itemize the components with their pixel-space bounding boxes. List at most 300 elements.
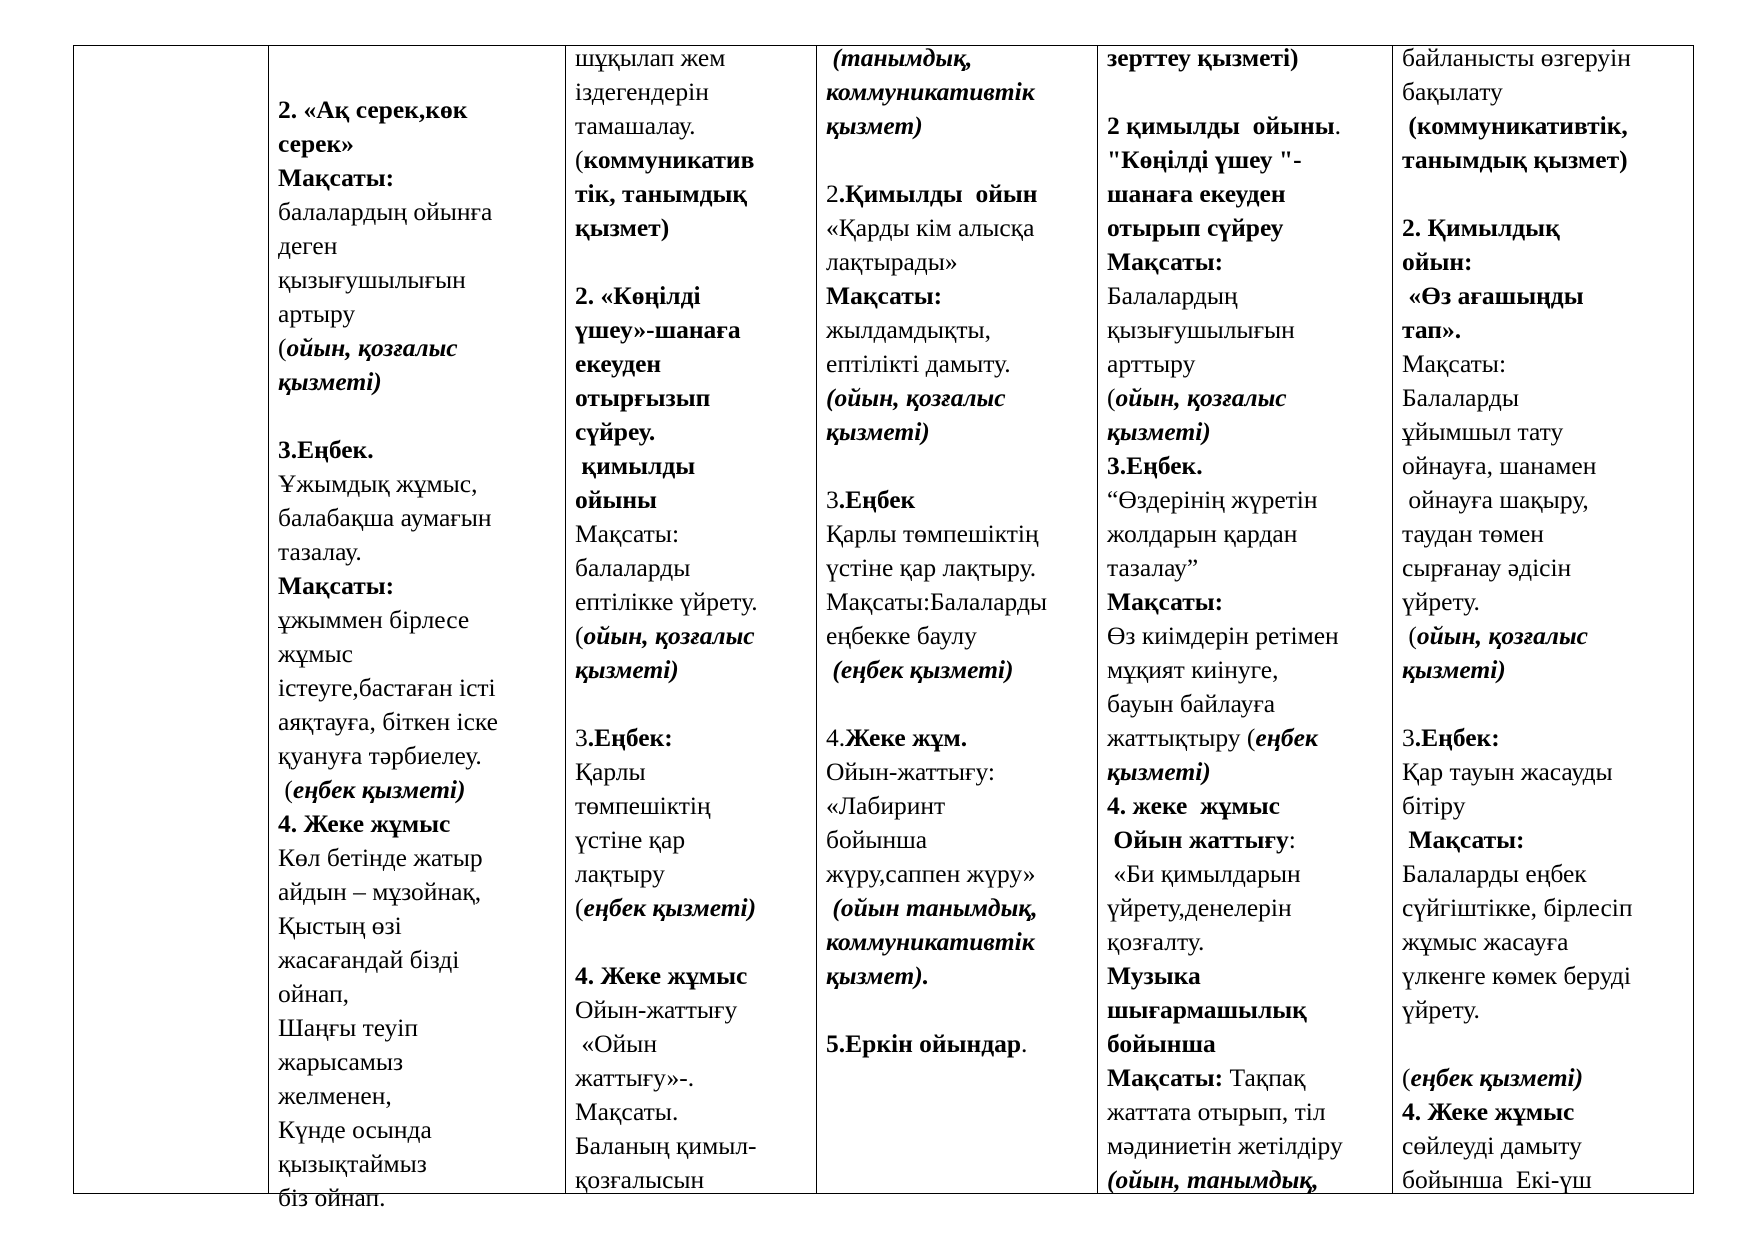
text-segment: тазалау. bbox=[278, 537, 362, 566]
text-segment: қимылды bbox=[575, 451, 696, 480]
text-line bbox=[1402, 75, 1689, 109]
text-line bbox=[575, 1163, 812, 1197]
text-segment: Ойын-жаттығу bbox=[575, 995, 738, 1024]
text-line bbox=[1107, 1163, 1388, 1197]
text-segment: шұқылап жем bbox=[575, 43, 726, 72]
text-segment: жылдамдықты, bbox=[826, 315, 992, 344]
text-line bbox=[1107, 925, 1388, 959]
text-segment: мәдиниетін жетілдіру bbox=[1107, 1131, 1343, 1160]
text-segment: . bbox=[1021, 1029, 1028, 1058]
text-segment: қызметі) bbox=[575, 655, 679, 684]
text-line bbox=[278, 1181, 561, 1215]
text-segment: ( bbox=[1402, 621, 1417, 650]
text-line bbox=[1107, 483, 1388, 517]
text-line bbox=[278, 1079, 561, 1113]
text-line bbox=[575, 925, 812, 959]
text-segment: : bbox=[1288, 825, 1296, 854]
text-segment: қызмет). bbox=[826, 961, 930, 990]
text-segment: ойын, қозғалыс bbox=[286, 333, 458, 362]
text-segment: таудан төмен bbox=[1402, 519, 1544, 548]
text-segment: 2 қимылды ойыны bbox=[1107, 111, 1335, 140]
text-segment: бойынша bbox=[826, 825, 928, 854]
text-line bbox=[575, 517, 812, 551]
text-segment: үстіне қар bbox=[575, 825, 686, 854]
text-line bbox=[826, 823, 1093, 857]
text-line bbox=[1107, 313, 1388, 347]
text-line bbox=[1107, 891, 1388, 925]
text-segment: Тақпақ bbox=[1223, 1063, 1306, 1092]
text-line bbox=[1107, 279, 1388, 313]
text-segment: лақтырады» bbox=[826, 247, 958, 276]
text-segment: .Еңбек: bbox=[1414, 723, 1500, 752]
text-segment: Ойын жаттығу bbox=[1107, 825, 1289, 854]
text-segment: ептілікке үйрету. bbox=[575, 587, 758, 616]
text-segment: Балаларды еңбек bbox=[1402, 859, 1587, 888]
text-segment: балаларды bbox=[575, 553, 691, 582]
text-line bbox=[1402, 381, 1689, 415]
text-segment: (ойын танымдық, bbox=[826, 893, 1038, 922]
text-line bbox=[278, 773, 561, 807]
column-text bbox=[1107, 41, 1388, 1197]
text-line bbox=[1107, 109, 1388, 143]
text-segment: 3.Еңбек. bbox=[278, 435, 374, 464]
text-line bbox=[826, 313, 1093, 347]
text-line bbox=[826, 143, 1093, 177]
text-segment: коммуникатив bbox=[583, 145, 755, 174]
text-line bbox=[575, 449, 812, 483]
text-line bbox=[1402, 279, 1689, 313]
text-segment: қызмет) bbox=[575, 213, 670, 242]
text-segment: бітіру bbox=[1402, 791, 1466, 820]
text-segment: үшеу»-шанаға bbox=[575, 315, 741, 344]
text-line bbox=[575, 891, 812, 925]
text-segment: еңбек қызметі) bbox=[583, 893, 757, 922]
text-segment: серек» bbox=[278, 129, 354, 158]
text-segment: Мақсаты: bbox=[826, 281, 943, 310]
text-line bbox=[1402, 721, 1689, 755]
text-line bbox=[575, 483, 812, 517]
text-line bbox=[1107, 1061, 1388, 1095]
plan-table bbox=[73, 43, 1694, 1212]
text-segment: шанаға екеуден bbox=[1107, 179, 1286, 208]
text-line bbox=[575, 823, 812, 857]
text-line bbox=[278, 1011, 561, 1045]
text-line bbox=[575, 347, 812, 381]
text-line bbox=[826, 449, 1093, 483]
text-line bbox=[1402, 789, 1689, 823]
text-segment: қызметі) bbox=[1402, 655, 1506, 684]
text-line bbox=[826, 381, 1093, 415]
text-line bbox=[1107, 347, 1388, 381]
text-segment: қызметі) bbox=[1107, 417, 1211, 446]
text-line bbox=[826, 585, 1093, 619]
text-line bbox=[278, 671, 561, 705]
text-line bbox=[278, 59, 561, 93]
text-line bbox=[826, 279, 1093, 313]
text-segment: ( bbox=[1107, 383, 1116, 412]
text-line bbox=[1402, 1027, 1689, 1061]
text-line bbox=[278, 977, 561, 1011]
text-line bbox=[826, 789, 1093, 823]
text-line bbox=[826, 721, 1093, 755]
text-segment: «Қарды кім алысқа bbox=[826, 213, 1035, 242]
text-line bbox=[278, 229, 561, 263]
text-segment: ( bbox=[575, 145, 584, 174]
text-segment: «Өз ағашыңды bbox=[1402, 281, 1584, 310]
text-line bbox=[1402, 857, 1689, 891]
text-segment: Өз киімдерін ретімен bbox=[1107, 621, 1339, 650]
text-segment: “Өздерінің жүретін bbox=[1107, 485, 1318, 514]
text-line bbox=[1107, 41, 1388, 75]
text-line bbox=[1107, 857, 1388, 891]
text-segment: қуануға тәрбиелеу. bbox=[278, 741, 482, 770]
text-segment: отырғызып bbox=[575, 383, 711, 412]
text-line bbox=[826, 483, 1093, 517]
text-segment: жарысамыз bbox=[278, 1047, 404, 1076]
text-segment: үйрету. bbox=[1402, 995, 1480, 1024]
text-segment: Жеке жұм. bbox=[845, 723, 968, 752]
text-segment: 2. «Көңілді bbox=[575, 281, 701, 310]
text-line bbox=[278, 467, 561, 501]
text-line bbox=[1107, 75, 1388, 109]
text-line bbox=[278, 1147, 561, 1181]
text-line bbox=[826, 75, 1093, 109]
text-line bbox=[826, 891, 1093, 925]
text-line bbox=[1107, 1095, 1388, 1129]
text-segment: Ұжымдық жұмыс, bbox=[278, 469, 478, 498]
text-segment: коммуникативтік bbox=[826, 927, 1035, 956]
text-line bbox=[575, 619, 812, 653]
text-segment: еңбек қызметі) bbox=[1410, 1063, 1584, 1092]
text-segment: Мақсаты. bbox=[575, 1097, 679, 1126]
text-line bbox=[575, 381, 812, 415]
text-line bbox=[278, 501, 561, 535]
text-line bbox=[278, 739, 561, 773]
text-segment: "Көңілді үшеу "- bbox=[1107, 145, 1302, 174]
text-line bbox=[826, 517, 1093, 551]
table-column-2 bbox=[268, 46, 565, 1212]
text-segment: бауын байлауға bbox=[1107, 689, 1276, 718]
text-line bbox=[826, 653, 1093, 687]
text-segment: еңбек bbox=[1255, 723, 1318, 752]
text-line bbox=[826, 993, 1093, 1027]
text-segment: қызығушылығын bbox=[1107, 315, 1295, 344]
text-line bbox=[575, 1061, 812, 1095]
text-line bbox=[1402, 313, 1689, 347]
text-line bbox=[278, 1045, 561, 1079]
text-line bbox=[826, 177, 1093, 211]
text-line bbox=[278, 331, 561, 365]
text-line bbox=[575, 1027, 812, 1061]
text-line bbox=[1402, 415, 1689, 449]
text-line bbox=[278, 297, 561, 331]
text-segment: ойнап, bbox=[278, 979, 350, 1008]
text-line bbox=[1402, 517, 1689, 551]
text-segment: (ойын, қозғалыс bbox=[826, 383, 1006, 412]
text-line bbox=[826, 347, 1093, 381]
text-line bbox=[575, 75, 812, 109]
text-segment: Шаңғы теуіп bbox=[278, 1013, 418, 1042]
text-line bbox=[1402, 449, 1689, 483]
text-segment: қызмет) bbox=[826, 111, 923, 140]
text-segment: қызметі) bbox=[278, 367, 382, 396]
text-line bbox=[826, 109, 1093, 143]
text-segment: мұқият киінуге, bbox=[1107, 655, 1279, 684]
text-line bbox=[278, 569, 561, 603]
text-segment: 4. Жеке жұмыс bbox=[1402, 1097, 1575, 1126]
text-line bbox=[278, 399, 561, 433]
text-segment: Мақсаты: bbox=[1402, 825, 1525, 854]
text-line bbox=[826, 687, 1093, 721]
text-line bbox=[1107, 517, 1388, 551]
text-line bbox=[1107, 585, 1388, 619]
text-segment: бақылату bbox=[1402, 77, 1503, 106]
text-segment: еңбекке баулу bbox=[826, 621, 977, 650]
text-segment: Мақсаты: bbox=[1107, 247, 1224, 276]
text-line bbox=[575, 687, 812, 721]
text-segment: бойынша Екі-үш bbox=[1402, 1165, 1592, 1194]
column-text bbox=[1402, 41, 1689, 1197]
text-line bbox=[826, 857, 1093, 891]
text-segment: жаттығу»-. bbox=[575, 1063, 695, 1092]
text-line bbox=[1107, 823, 1388, 857]
text-line bbox=[1107, 755, 1388, 789]
text-segment: үйрету,денелерін bbox=[1107, 893, 1292, 922]
text-line bbox=[1402, 653, 1689, 687]
text-line bbox=[278, 161, 561, 195]
text-segment: жұмыс bbox=[278, 639, 353, 668]
text-line bbox=[1107, 619, 1388, 653]
text-segment: екеуден bbox=[575, 349, 662, 378]
text-line bbox=[1107, 1129, 1388, 1163]
text-line bbox=[575, 585, 812, 619]
text-segment: Қарлы төмпешіктің bbox=[826, 519, 1039, 548]
text-segment: аяқтауға, біткен іске bbox=[278, 707, 498, 736]
text-segment: Музыка bbox=[1107, 961, 1201, 990]
text-line bbox=[1107, 653, 1388, 687]
text-line bbox=[1402, 211, 1689, 245]
table-column-3 bbox=[565, 43, 816, 1194]
text-line bbox=[1107, 245, 1388, 279]
text-segment: артыру bbox=[278, 299, 356, 328]
text-segment: жолдарын қардан bbox=[1107, 519, 1298, 548]
text-segment: ( bbox=[575, 621, 584, 650]
text-segment: Баланың қимыл- bbox=[575, 1131, 757, 1160]
text-line bbox=[278, 263, 561, 297]
text-line bbox=[1402, 585, 1689, 619]
text-segment: ептілікті дамыту. bbox=[826, 349, 1011, 378]
text-segment: ( bbox=[1402, 1063, 1411, 1092]
text-line bbox=[826, 1027, 1093, 1061]
text-line bbox=[1402, 959, 1689, 993]
text-line bbox=[826, 551, 1093, 585]
text-segment: ( bbox=[575, 893, 584, 922]
text-segment: қызметі) bbox=[826, 417, 930, 446]
text-segment: тап». bbox=[1402, 315, 1462, 344]
text-line bbox=[1107, 177, 1388, 211]
text-segment: 4. Жеке жұмыс bbox=[575, 961, 748, 990]
text-line bbox=[826, 211, 1093, 245]
text-line bbox=[278, 875, 561, 909]
text-segment: қызығушылығын bbox=[278, 265, 466, 294]
text-segment: 2. Қимылдық bbox=[1402, 213, 1560, 242]
text-line bbox=[1402, 245, 1689, 279]
text-line bbox=[278, 1113, 561, 1147]
text-segment: отырып сүйреу bbox=[1107, 213, 1284, 242]
column-text bbox=[826, 41, 1093, 1061]
text-segment: ойын, қозғалыс bbox=[583, 621, 755, 650]
text-segment: шығармашылық bbox=[1107, 995, 1307, 1024]
text-segment: қозғалту. bbox=[1107, 927, 1205, 956]
text-segment: байланысты өзгеруін bbox=[1402, 43, 1631, 72]
text-line bbox=[575, 551, 812, 585]
text-segment: 4. жеке жұмыс bbox=[1107, 791, 1280, 820]
text-segment: істеуге,бастаған істі bbox=[278, 673, 496, 702]
text-segment: айдын – мұзойнақ, bbox=[278, 877, 482, 906]
text-segment: Күнде осында bbox=[278, 1115, 432, 1144]
text-segment: 3.Еңбек. bbox=[1107, 451, 1203, 480]
text-line bbox=[278, 365, 561, 399]
text-line bbox=[826, 415, 1093, 449]
text-segment: балабақша аумағын bbox=[278, 503, 492, 532]
text-line bbox=[1107, 143, 1388, 177]
text-segment: Қыстың өзі bbox=[278, 911, 402, 940]
text-segment: . bbox=[1334, 111, 1341, 140]
text-segment: тамашалау. bbox=[575, 111, 696, 140]
text-line bbox=[1107, 211, 1388, 245]
column-text bbox=[575, 41, 812, 1197]
text-segment: ойын, қозғалыс bbox=[1416, 621, 1588, 650]
text-line bbox=[575, 279, 812, 313]
text-line bbox=[278, 433, 561, 467]
text-line bbox=[278, 909, 561, 943]
text-line bbox=[1107, 551, 1388, 585]
text-segment: жаттықтыру ( bbox=[1107, 723, 1256, 752]
text-segment: Балаларды bbox=[1402, 383, 1520, 412]
text-segment: желменен, bbox=[278, 1081, 392, 1110]
text-segment: ойын, қозғалыс bbox=[1115, 383, 1287, 412]
text-line bbox=[826, 41, 1093, 75]
text-segment: еңбек қызметі) bbox=[292, 775, 466, 804]
text-line bbox=[1402, 483, 1689, 517]
text-line bbox=[1107, 959, 1388, 993]
text-segment: «Лабиринт bbox=[826, 791, 946, 820]
text-segment: 4. bbox=[826, 723, 846, 752]
text-line bbox=[575, 177, 812, 211]
text-line bbox=[1107, 381, 1388, 415]
text-line bbox=[1402, 993, 1689, 1027]
text-segment: Мақсаты: bbox=[1107, 587, 1224, 616]
text-segment: іздегендерін bbox=[575, 77, 709, 106]
text-line bbox=[278, 705, 561, 739]
text-line bbox=[575, 653, 812, 687]
text-segment: тік, танымдық bbox=[575, 179, 748, 208]
text-line bbox=[575, 993, 812, 1027]
text-line bbox=[1107, 721, 1388, 755]
text-line bbox=[1402, 619, 1689, 653]
text-line bbox=[1107, 789, 1388, 823]
text-line bbox=[1402, 1095, 1689, 1129]
text-line bbox=[1402, 1061, 1689, 1095]
text-line bbox=[826, 619, 1093, 653]
text-line bbox=[575, 211, 812, 245]
text-segment: ойын: bbox=[1402, 247, 1473, 276]
text-segment: Балалардың bbox=[1107, 281, 1238, 310]
text-segment: сөйлеуді дамыту bbox=[1402, 1131, 1582, 1160]
text-segment: тазалау” bbox=[1107, 553, 1199, 582]
text-segment: «Ойын bbox=[575, 1029, 657, 1058]
text-line bbox=[1402, 109, 1689, 143]
text-segment: жаттата отырып, тіл bbox=[1107, 1097, 1326, 1126]
table-column-5 bbox=[1097, 43, 1392, 1194]
text-line bbox=[1402, 177, 1689, 211]
text-line bbox=[1402, 41, 1689, 75]
text-segment: (ойын, танымдық, bbox=[1107, 1165, 1319, 1194]
text-segment: деген bbox=[278, 231, 338, 260]
text-segment: үлкенге көмек беруді bbox=[1402, 961, 1631, 990]
text-line bbox=[826, 925, 1093, 959]
table-column-6 bbox=[1392, 43, 1693, 1194]
table-column-4 bbox=[816, 43, 1097, 1193]
text-line bbox=[575, 313, 812, 347]
text-line bbox=[1402, 755, 1689, 789]
text-line bbox=[278, 637, 561, 671]
text-line bbox=[1402, 1129, 1689, 1163]
text-line bbox=[1107, 687, 1388, 721]
text-segment: қызметі) bbox=[1107, 757, 1211, 786]
text-segment: қозғалысын bbox=[575, 1165, 705, 1194]
text-segment: 3 bbox=[575, 723, 588, 752]
text-segment: ойнауға, шанамен bbox=[1402, 451, 1597, 480]
text-segment: жүру,саппен жүру» bbox=[826, 859, 1036, 888]
text-segment: Қар тауын жасауды bbox=[1402, 757, 1613, 786]
text-segment: 3 bbox=[826, 485, 839, 514]
text-segment: бойынша bbox=[1107, 1029, 1216, 1058]
text-line bbox=[278, 127, 561, 161]
text-segment: Ойын-жаттығу: bbox=[826, 757, 995, 786]
text-segment: арттыру bbox=[1107, 349, 1196, 378]
text-segment: Мақсаты: bbox=[575, 519, 680, 548]
text-line bbox=[278, 603, 561, 637]
text-line bbox=[1402, 687, 1689, 721]
text-segment: (еңбек қызметі) bbox=[826, 655, 1014, 684]
text-segment: Мақсаты: bbox=[278, 571, 395, 600]
text-line bbox=[1107, 1027, 1388, 1061]
text-segment: Мақсаты: bbox=[278, 163, 395, 192]
text-segment: сырғанау әдісін bbox=[1402, 553, 1572, 582]
text-segment: біз ойнап. bbox=[278, 1183, 386, 1212]
text-segment: қызықтаймыз bbox=[278, 1149, 427, 1178]
text-line bbox=[575, 41, 812, 75]
text-segment: сүйгіштікке, бірлесіп bbox=[1402, 893, 1633, 922]
text-line bbox=[575, 245, 812, 279]
text-segment: Көл бетінде жатыр bbox=[278, 843, 483, 872]
text-line bbox=[575, 415, 812, 449]
text-line bbox=[278, 807, 561, 841]
text-segment: «Би қимылдарын bbox=[1107, 859, 1301, 888]
text-line bbox=[1402, 925, 1689, 959]
text-segment: ( bbox=[278, 775, 293, 804]
text-segment: (коммуникативтік, bbox=[1402, 111, 1628, 140]
text-line bbox=[575, 789, 812, 823]
text-line bbox=[575, 143, 812, 177]
text-line bbox=[1402, 551, 1689, 585]
text-line bbox=[1402, 891, 1689, 925]
text-segment: 2. «Ақ серек,көк bbox=[278, 95, 468, 124]
text-line bbox=[1402, 347, 1689, 381]
text-line bbox=[575, 1095, 812, 1129]
text-segment: ұжыммен бірлесе bbox=[278, 605, 470, 634]
